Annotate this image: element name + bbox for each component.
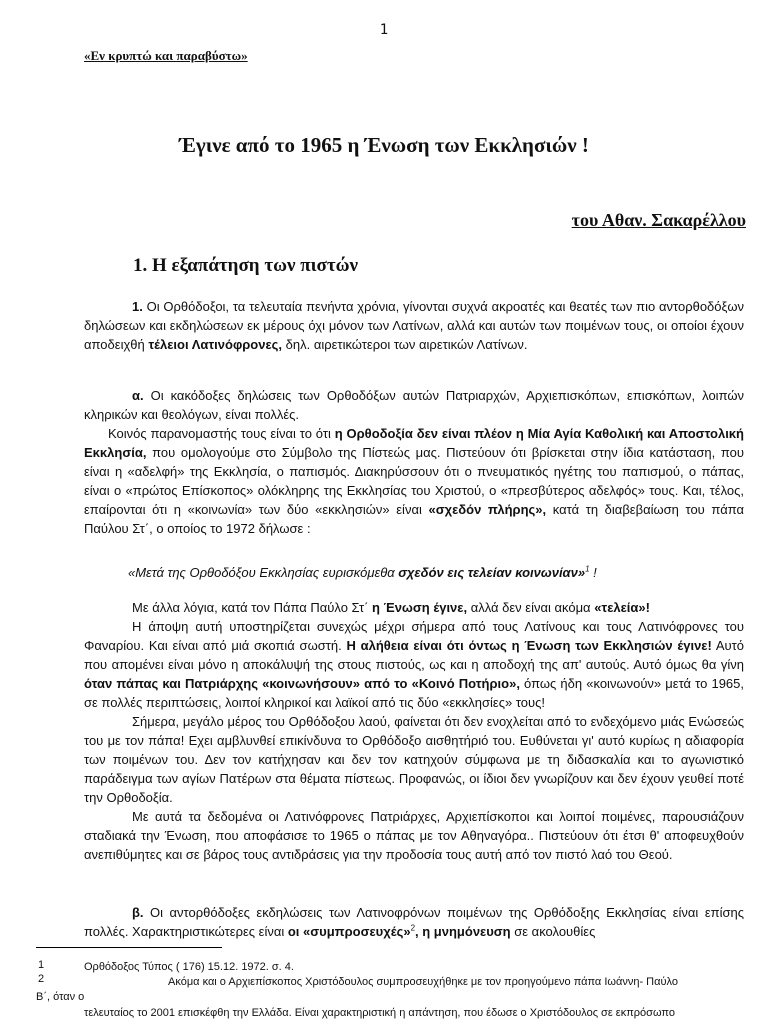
emphasis: η Ορθοδοξία δεν είναι πλέον η Μία Αγία Καθολική και Αποστολική Εκκλησία, [84, 426, 744, 460]
emphasis: όταν πάπας και Πατριάρχης «κοινωνήσουν» από το «Κοινό Ποτήριο», [84, 676, 520, 691]
text: κατά τη διαβεβαίωση του πάπα Παύλου Στ΄, ο οποίος το 1972 δήλωσε : [84, 502, 745, 536]
emphasis: Η αλήθεια είναι ότι όντως η Ένωση των Εκκλησιών έγινε! [346, 638, 712, 653]
emphasis: η Ένωση έγινε, [372, 600, 468, 615]
emphasis: τέλειοι Λατινόφρονες, [148, 337, 283, 352]
text: Οι κακόδοξες δηλώσεις των Ορθοδόξων αυτών Πατριαρχών, Αρχιεπισκόπων, επισκόπων, λοιπών κληρικών και θεολόγων, είναι πολλές. [84, 388, 744, 422]
text: Με άλλα λόγια, κατά τον Πάπα Παύλο Στ΄ [132, 600, 373, 615]
footnote-ref[interactable]: 1 [585, 564, 590, 574]
series-title: «Εν κρυπτώ και παραβύστω» [84, 48, 248, 63]
paragraph-3 [84, 598, 744, 864]
footnote-ref[interactable]: 2 [410, 923, 416, 933]
text: Με αυτά τα δεδομένα οι Λατινόφρονες Πατριάρχες, Αρχιεπίσκοποι και λοιποί ποιμένες, παρουσιάζουν σταδιακά την Ένωση, που αποφάσισε το 1965 ο πάπας με τον Αθηναγόρα.. Πιστεύουν ότι έτσι θ' αποφευχθούν ανεπιθύμητες και σε βάρος τους αντιδράσεις για την προδοσία τους αυτή από τον πιστό λαό του Θεού. [84, 809, 744, 862]
paragraph-number: β. [132, 905, 144, 920]
text: Οι αντορθόδοξες εκδηλώσεις των Λατινοφρόνων ποιμένων της Ορθόδοξης Εκκλησίας είναι επίσης πολλές. Χαρακτηριστικώτερες είναι [84, 905, 744, 939]
footnote-2-mark: 2 [38, 973, 45, 985]
footnote-2-text-cont: Β΄, όταν ο [36, 991, 85, 1003]
text: Οι Ορθόδοξοι, τα τελευταία πενήντα χρόνια, γίνονται συχνά ακροατές και θεατές των πιο αντορθοδόξων δηλώσεων και εκδηλώσεων εκ μέρους όχι μόνον των Λατίνων, αλλά και αυτών των ποιμένων τους, οι οποίοι έχουν αποδειχθή [84, 299, 744, 352]
text: σε ακολουθίες [510, 924, 596, 939]
text: Σήμερα, μεγάλο μέρος του Ορθόδοξου λαού, φαίνεται ότι δεν ενοχλείται από το ενδεχόμενο μιάς Ενώσεώς του με τον πάπα! Εχει αμβλυνθεί επικίνδυνα το Ορθόδοξο αισθητήριό του. Ευθύνεται γι' αυτό κυρίως η αδιαφορία των ποιμένων του. Δεν τον κατήχησαν και δεν τον κατηχούν σύμφωνα με τη διδασκαλία και το αγωνιστικό παράδειγμα των αγίων Πατέρων στα θέματα πίστεως. Προφανώς, οι ίδιοι δεν γνωρίζουν και δεν έχουν γευθεί ποτέ την Ορθοδοξία. [84, 714, 744, 805]
text: ! [589, 565, 597, 580]
text: Αυτό που απομένει είναι μόνο η αποκάλυψή της στους πιστούς, ως και η αποδοχή της απ' αυτούς. Αυτό όμως θα γίνη [84, 638, 744, 672]
section-heading: 1. Η εξαπάτηση των πιστών [133, 255, 358, 276]
text: που ομολογούμε στο Σύμβολο της Πίστεώς μας. Πιστεύουν ότι βρίσκεται στην ίδια κατάσταση, που είναι η «αδελφή» της Εκκλησία, ο παπισμός. Διακηρύσσουν ότι ο πνευματικός ηγέτης του παπισμού, ο πάπας, είναι ο «πρώτος Επίσκοπος» ολόκληρης της Εκκλησίας του Χριστού, ο «πρεσβύτερος αδελφός» τους. Και, τέλος, επαίρονται ότι η «κοινωνία» των δύο «εκκλησιών» είναι [84, 445, 744, 517]
text: αλλά δεν είναι ακόμα [467, 600, 595, 615]
footnote-2-text: Ακόμα και ο Αρχιεπίσκοπος Χριστόδουλος συμπροσευχήθηκε με τον προηγούμενο πάπα Ιωάννη- Παύλο [168, 976, 678, 988]
paragraph-number: α. [132, 388, 144, 403]
emphasis: «σχεδόν πλήρης», [428, 502, 547, 517]
emphasis: , η μνημόνευση [415, 924, 511, 939]
footnote-separator [36, 947, 222, 948]
text: Κοινός παρανομαστής τους είναι το ότι [108, 426, 335, 441]
emphasis: οι «συμπροσευχές» [287, 924, 411, 939]
paragraph-4 [84, 903, 744, 941]
quote-block [128, 563, 744, 582]
text: Η άποψη αυτή υποστηρίζεται συνεχώς μέχρι σήμερα από τους Λατίνους και τους Λατινόφρονες του Φαναρίου. Και είναι από μιά σκοπιά σωστή. [84, 619, 744, 653]
text: δηλ. αιρετικώτεροι των αιρετικών Λατίνων. [282, 337, 528, 352]
paragraph-number: 1. [132, 299, 143, 314]
footnote-1-text: Ορθόδοξος Τύπος ( 176) 15.12. 1972. σ. 4. [84, 961, 294, 973]
page-number: 1 [379, 22, 389, 38]
footnote-2-text-cont: τελευταίος το 2001 επισκέφθη την Ελλάδα. Είναι χαρακτηριστική η απάντηση, που έδωσε ο Χριστόδουλος σε εκπρόσωπο [84, 1007, 675, 1019]
emphasis: σχεδόν εις τελείαν κοινωνίαν» [398, 565, 586, 580]
paragraph-2 [84, 386, 744, 538]
emphasis: «τελεία»! [594, 600, 650, 615]
footnote-1-mark: 1 [38, 959, 45, 971]
text: «Μετά της Ορθοδόξου Εκκλησίας ευρισκόμεθα [128, 565, 399, 580]
paragraph-1 [84, 297, 744, 354]
article-title: Έγινε από το 1965 η Ένωση των Εκκλησιών ! [179, 133, 589, 157]
text: όπως ήδη «κοινωνούν» μετά το 1965, σε πολλές περιπτώσεις, λοιποί κληρικοί και λαϊκοί από τις δύο «εκκλησίες» τους! [84, 676, 744, 710]
author-line: του Αθαν. Σακαρέλλου [571, 210, 746, 230]
